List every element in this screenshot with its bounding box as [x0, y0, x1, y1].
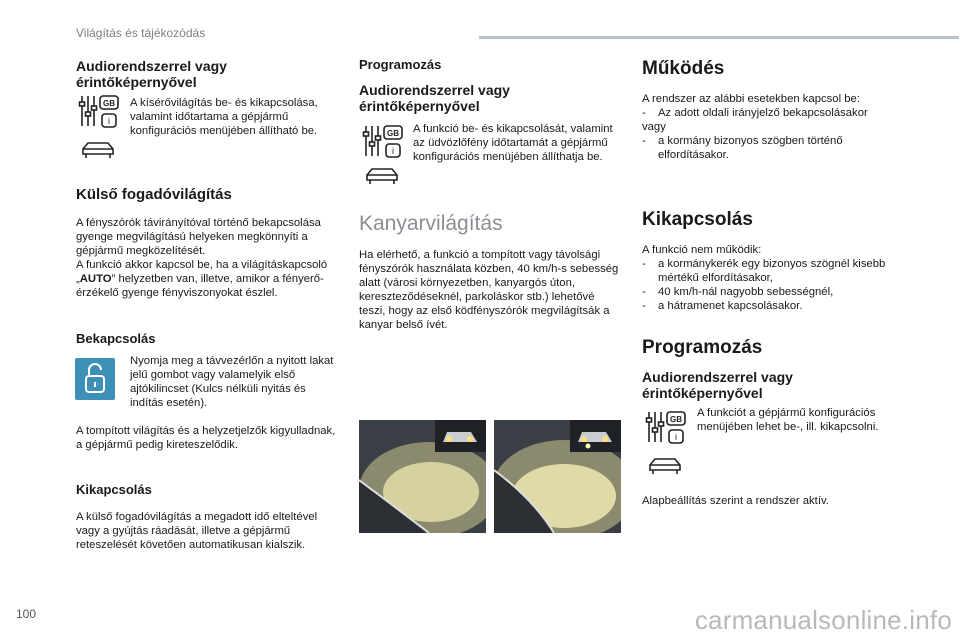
page-section-title: Világítás és tájékozódás [76, 26, 206, 40]
operation-heading: Működés [642, 58, 725, 79]
col2-touchscreen-heading: Audiorendszerrel vagy érintőképernyővel [359, 82, 510, 114]
switch-off-text: A külső fogadóvilágítás a megadott idő elteltével vagy a gyújtás ráadását, illetve a gépjármű reteszelését követően automatikusan kialszik. [76, 511, 318, 551]
car-icon [647, 456, 683, 476]
deactivation-heading: Kikapcsolás [642, 209, 753, 230]
list-item: - a kormány bizonyos szögben történő elfordításakor. [642, 135, 843, 161]
deactivation-text [642, 243, 904, 313]
settings-menu-icon [645, 410, 689, 446]
svg-text:i: i [675, 432, 677, 442]
external-lighting-text-1: A fényszórók távirányítóval történő bekapcsolása gyenge megvilágítású helyeken megkönnyíti a gépjármű megközelítését. [76, 217, 321, 257]
list-item: - a kormánykerék egy bizonyos szögnél kisebb mértékű elfordításakor, [642, 258, 886, 284]
operation-text [642, 92, 904, 162]
col2-touchscreen-text: A funkció be- és kikapcsolását, valamint az üdvözlőfény időtartamát a gépjármű konfigurációs menüjében állíthatja be. [413, 123, 613, 163]
page-number: 100 [16, 607, 37, 621]
car-icon [364, 166, 400, 186]
unlock-icon [75, 358, 115, 400]
settings-badge-text: GB [103, 99, 115, 108]
svg-text:GB: GB [670, 415, 682, 424]
svg-text:GB: GB [387, 129, 399, 138]
switch-on-result: A tompított világítás és a helyzetjelzők kigyulladnak, a gépjármű pedig kireteszelődik. [76, 425, 336, 451]
col3-programming-heading: Programozás [642, 337, 763, 358]
switch-on-text: Nyomja meg a távvezérlőn a nyitott lakat jelű gombot vagy valamelyik első ajtókilincset (Kulcs nélküli nyitás és indítás esetén). [130, 355, 334, 409]
info-badge-text: i [108, 116, 110, 126]
watermark: carmanualsonline.info [694, 605, 952, 635]
switch-on-heading: Bekapcsolás [76, 331, 156, 346]
svg-text:i: i [392, 146, 394, 156]
col2-programming-heading: Programozás [359, 57, 442, 72]
settings-menu-icon [78, 94, 122, 130]
col1-touchscreen-heading: Audiorendszerrel vagy érintőképernyővel [76, 58, 227, 90]
settings-menu-icon [362, 124, 406, 160]
operation-intro: A rendszer az alábbi esetekben kapcsol be: [642, 93, 860, 105]
cornering-illustration-right [494, 420, 621, 533]
col3-touchscreen-text: A funkciót a gépjármű konfigurációs menüjében lehet be-, ill. kikapcsolni. [697, 407, 879, 433]
cornering-light-text: Ha elérhető, a funkció a tompított vagy távolsági fényszórók használata közben, 40 km/h-s sebesség alatt (városi környezetben, kanyargós úton, kereszteződéseknél, parkoláskor stb.) lehetővé teszi, hogy az első ködfényszórók megvilágítsák a kanyar belső ívét. [359, 249, 619, 331]
deactivation-intro: A funkció nem működik: [642, 244, 762, 256]
external-lighting-text-2: A funkció akkor kapcsol be, ha a világításkapcsoló „AUTO” helyzetben van, illetve, amikor a fényerő-érzékelő gyenge fényviszonyokat észlel. [76, 259, 328, 299]
list-item: - Az adott oldali irányjelző bekapcsolásakor [642, 107, 868, 119]
default-setting-text: Alapbeállítás szerint a rendszer aktív. [642, 495, 829, 507]
switch-off-heading: Kikapcsolás [76, 482, 152, 497]
cornering-light-heading: Kanyarvilágítás [359, 212, 503, 235]
list-item: - 40 km/h-nál nagyobb sebességnél, [642, 286, 834, 298]
external-lighting-text [76, 216, 338, 300]
external-lighting-heading: Külső fogadóvilágítás [76, 186, 232, 203]
cornering-illustration-left [359, 420, 486, 533]
car-icon [80, 140, 116, 160]
operation-or: vagy [642, 121, 666, 133]
col3-touchscreen-heading: Audiorendszerrel vagy érintőképernyővel [642, 369, 793, 401]
col1-touchscreen-text: A kísérővilágítás be- és kikapcsolása, valamint időtartama a gépjármű konfigurációs menüjében állítható be. [130, 97, 318, 137]
list-item: - a hátramenet kapcsolásakor. [642, 300, 803, 312]
header-divider [479, 36, 959, 39]
